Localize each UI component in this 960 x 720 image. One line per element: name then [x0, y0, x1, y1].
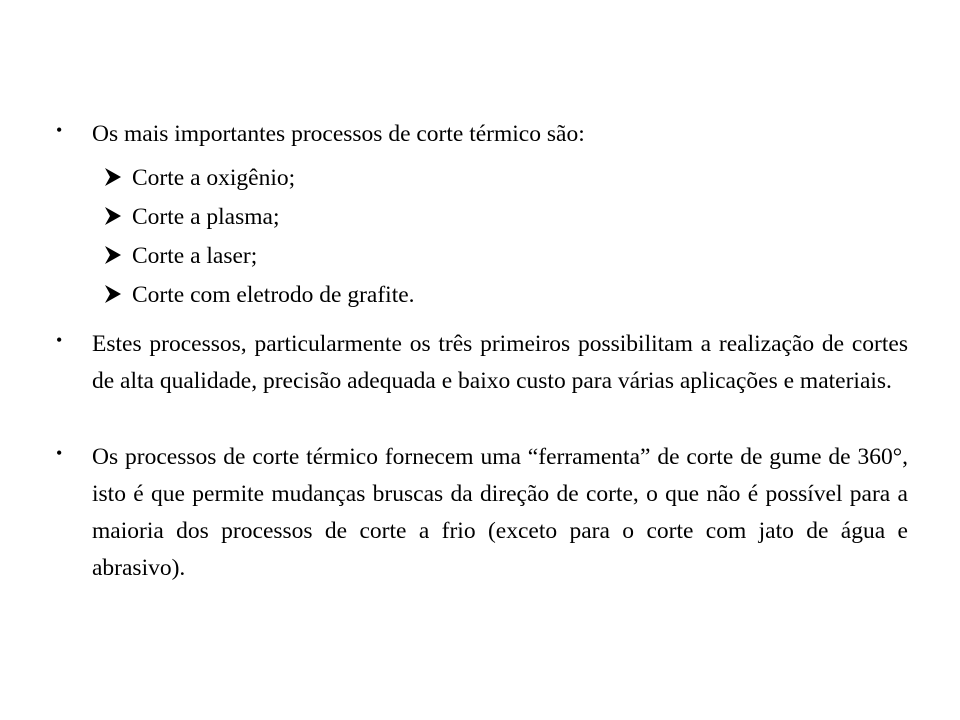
sub-item-1 [104, 160, 884, 197]
arrowhead-icon [104, 204, 132, 224]
sub-item-2 [104, 199, 884, 236]
sub-item-3 [104, 238, 884, 275]
bullet-text: Os mais importantes processos de corte térmico são: [92, 121, 585, 147]
bullet-text: Estes processos, particularmente os três primeiros possibilitam a realização de cortes de alta qualidade, precisão adequada e baixo custo para várias aplicações e materiais. [92, 331, 908, 394]
bullet-dot-icon: • [56, 120, 63, 140]
bullet-dot-icon: • [56, 330, 63, 350]
sub-item-label: Corte a laser; [132, 243, 258, 269]
bullet-text: Os processos de corte térmico fornecem uma “ferramenta” de corte de gume de 360°, isto é que permite mudanças bruscas da direção de corte, o que não é possível para a maioria dos processos de corte a frio (exceto para o corte com jato de água e abrasivo). [92, 444, 908, 581]
sub-item-label: Corte a oxigênio; [132, 165, 296, 191]
sub-item-4 [104, 277, 884, 314]
arrowhead-icon [104, 282, 132, 302]
sub-item-label: Corte com eletrodo de grafite. [132, 282, 415, 308]
sub-item-label: Corte a plasma; [132, 204, 280, 230]
arrowhead-icon [104, 165, 132, 185]
bullet-dot-icon: • [56, 443, 63, 463]
arrowhead-icon [104, 243, 132, 263]
